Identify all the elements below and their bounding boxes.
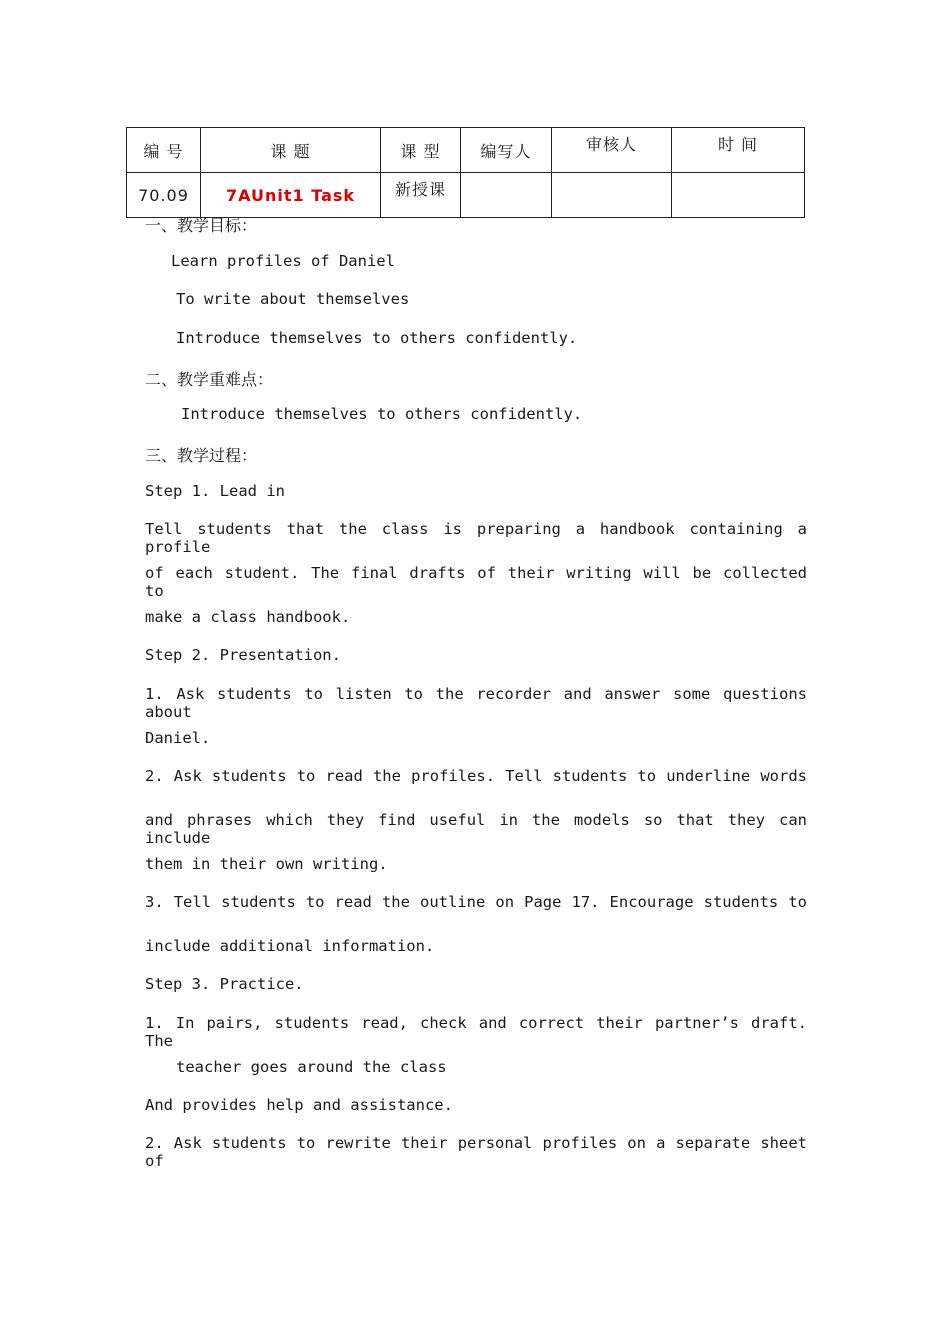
step1-title: Step 1. Lead in [145, 482, 285, 500]
step3-line: And provides help and assistance. [145, 1096, 453, 1114]
section1-heading: 一、教学目标： [145, 216, 258, 235]
cell-author [461, 173, 552, 218]
step1-line: Tell students that the class is preparing a handbook containing a profile [145, 520, 807, 556]
step1-line: make a class handbook. [145, 608, 351, 626]
cell-topic: 7AUnit1 Task [201, 173, 381, 218]
header-type: 课 型 [381, 128, 461, 173]
step1-line: of each student. The final drafts of their writing will be collected to [145, 564, 807, 600]
step2-line: Daniel. [145, 729, 211, 747]
step2-line: 3. Tell students to read the outline on Page 17. Encourage students to [145, 893, 807, 911]
cell-reviewer [552, 173, 672, 218]
step3-line: 2. Ask students to rewrite their personal profiles on a separate sheet of [145, 1134, 807, 1170]
header-author: 编写人 [461, 128, 552, 173]
header-topic: 课 题 [201, 128, 381, 173]
objective-item: Learn profiles of Daniel [171, 252, 395, 270]
step2-line: and phrases which they find useful in the models so that they can include [145, 811, 807, 847]
key-point-item: Introduce themselves to others confidently. [181, 405, 583, 423]
step3-line: 1. In pairs, students read, check and correct their partner’s draft. The [145, 1014, 807, 1050]
header-time: 时 间 [672, 128, 805, 173]
table-header-row [127, 128, 805, 173]
step2-line: include additional information. [145, 937, 435, 955]
step3-title: Step 3. Practice. [145, 975, 304, 993]
step3-line: teacher goes around the class [176, 1058, 447, 1076]
header-reviewer: 审核人 [552, 128, 672, 173]
step2-line: 1. Ask students to listen to the recorder and answer some questions about [145, 685, 807, 721]
table-data-row [127, 173, 805, 218]
cell-number: 70.09 [127, 173, 201, 218]
header-number: 编 号 [127, 128, 201, 173]
objective-item: Introduce themselves to others confidently. [176, 329, 578, 347]
step2-line: 2. Ask students to read the profiles. Tell students to underline words [145, 767, 807, 785]
objective-item: To write about themselves [176, 290, 410, 308]
lesson-info-table [126, 127, 805, 218]
section3-heading: 三、教学过程： [145, 446, 258, 465]
cell-time [672, 173, 805, 218]
step2-line: them in their own writing. [145, 855, 388, 873]
step2-title: Step 2. Presentation. [145, 646, 341, 664]
section2-heading: 二、教学重难点： [145, 370, 274, 389]
cell-type: 新授课 [381, 173, 461, 218]
